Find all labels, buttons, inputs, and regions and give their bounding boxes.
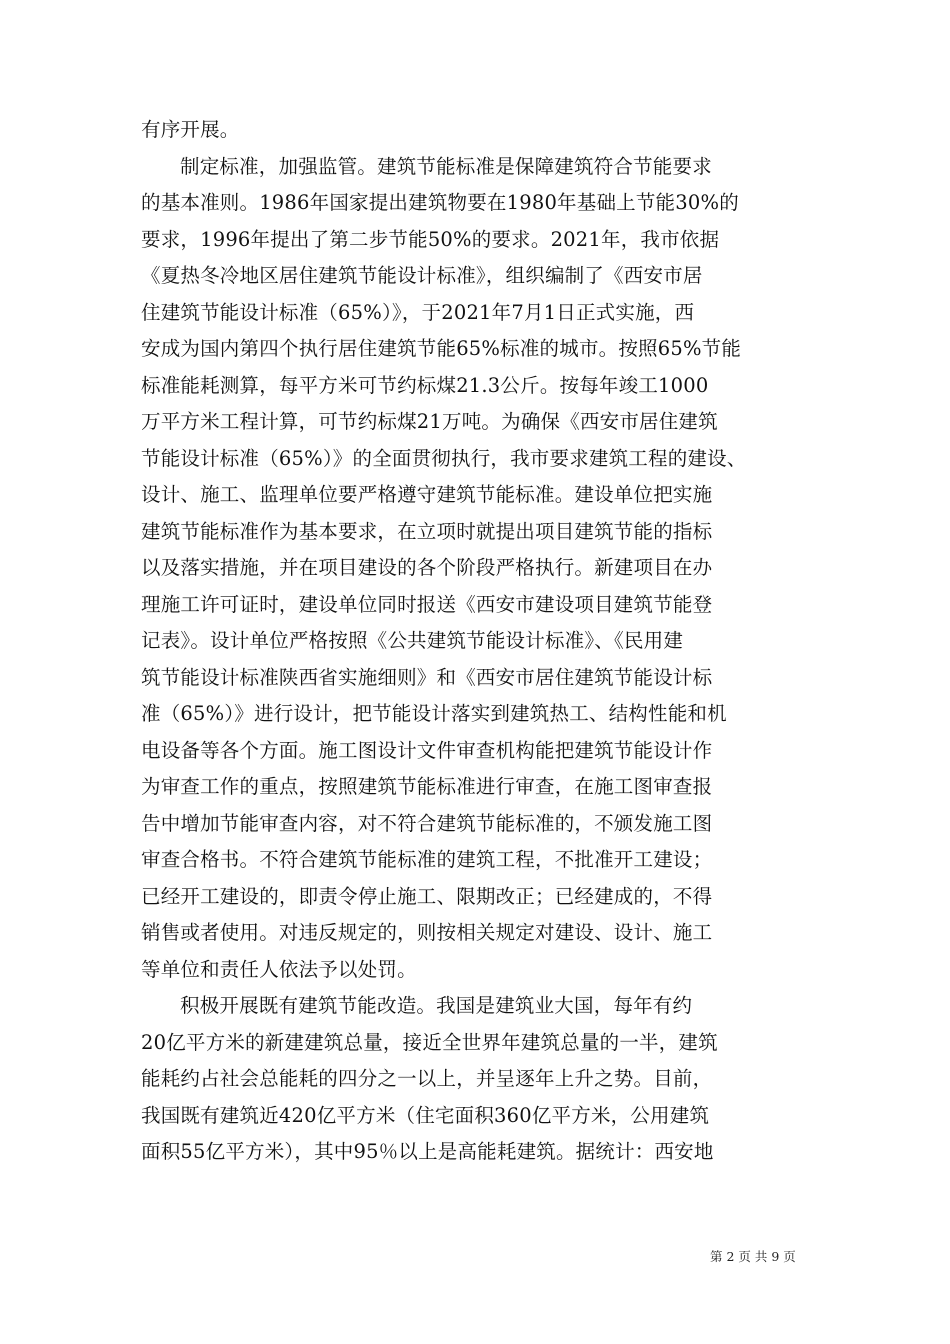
text-line: 的基本准则。1986年国家提出建筑物要在1980年基础上节能30%的 (141, 191, 739, 214)
text-line: 销售或者使用。对违反规定的，则按相关规定对建设、设计、施工 (141, 921, 713, 944)
text-line: 安成为国内第四个执行居住建筑节能65%标准的城市。按照65%节能 (141, 337, 742, 360)
text-line: 电设备等各个方面。施工图设计文件审查机构能把建筑节能设计作 (141, 738, 713, 762)
text-line: 20亿平方米的新建建筑总量，接近全世界年建筑总量的一半，建筑 (141, 1030, 718, 1054)
text-line: 已经开工建设的，即责令停止施工、限期改正；已经建成的，不得 (141, 884, 713, 908)
body-text (141, 112, 813, 1171)
text-line: 建筑节能标准作为基本要求，在立项时就提出项目建筑节能的指标 (141, 519, 713, 543)
text-line: 标准能耗测算，每平方米可节约标煤21.3公斤。按每年竣工1000 (141, 373, 709, 397)
text-line: 有序开展。 (141, 118, 240, 141)
text-line: 筑节能设计标准陕西省实施细则》和《西安市居住建筑节能设计标 (141, 665, 713, 689)
text-line: 告中增加节能审查内容，对不符合建筑节能标准的，不颁发施工图 (141, 811, 713, 835)
text-line: 理施工许可证时，建设单位同时报送《西安市建设项目建筑节能登 (141, 592, 713, 616)
text-line: 万平方米工程计算，可节约标煤21万吨。为确保《西安市居住建筑 (141, 410, 718, 433)
text-line: 《夏热冬冷地区居住建筑节能设计标准》，组织编制了《西安市居 (141, 264, 703, 287)
text-line: 积极开展既有建筑节能改造。我国是建筑业大国，每年有约 (180, 994, 693, 1017)
text-line: 准（65%）》进行设计，把节能设计落实到建筑热工、结构性能和机 (141, 702, 727, 725)
text-line: 面积55亿平方米），其中95％以上是高能耗建筑。据统计：西安地 (141, 1140, 714, 1163)
text-line: 审查合格书。不符合建筑节能标准的建筑工程，不批准开工建设； (141, 848, 713, 871)
text-line: 设计、施工、监理单位要严格遵守建筑节能标准。建设单位把实施 (141, 483, 713, 506)
text-line: 节能设计标准（65%）》的全面贯彻执行，我市要求建筑工程的建设、 (141, 446, 747, 470)
text-line: 等单位和责任人依法予以处罚。 (141, 957, 417, 981)
text-line: 住建筑节能设计标准（65%）》，于2021年7月1日正式实施，西 (141, 300, 695, 324)
text-line: 我国既有建筑近420亿平方米（住宅面积360亿平方米，公用建筑 (141, 1103, 710, 1127)
text-line: 记表》。设计单位严格按照《公共建筑节能设计标准》、《民用建 (141, 629, 684, 652)
text-line: 以及落实措施，并在项目建设的各个阶段严格执行。新建项目在办 (141, 556, 713, 579)
text-line: 为审查工作的重点，按照建筑节能标准进行审查，在施工图审查报 (141, 775, 713, 798)
text-line: 制定标准，加强监管。建筑节能标准是保障建筑符合节能要求 (180, 154, 712, 178)
text-line: 能耗约占社会总能耗的四分之一以上，并呈逐年上升之势。目前， (141, 1067, 713, 1090)
text-line: 要求，1996年提出了第二步节能50%的要求。2021年，我市依据 (141, 227, 720, 251)
page-footer: 第 2 页 共 9 页 (710, 1249, 796, 1264)
